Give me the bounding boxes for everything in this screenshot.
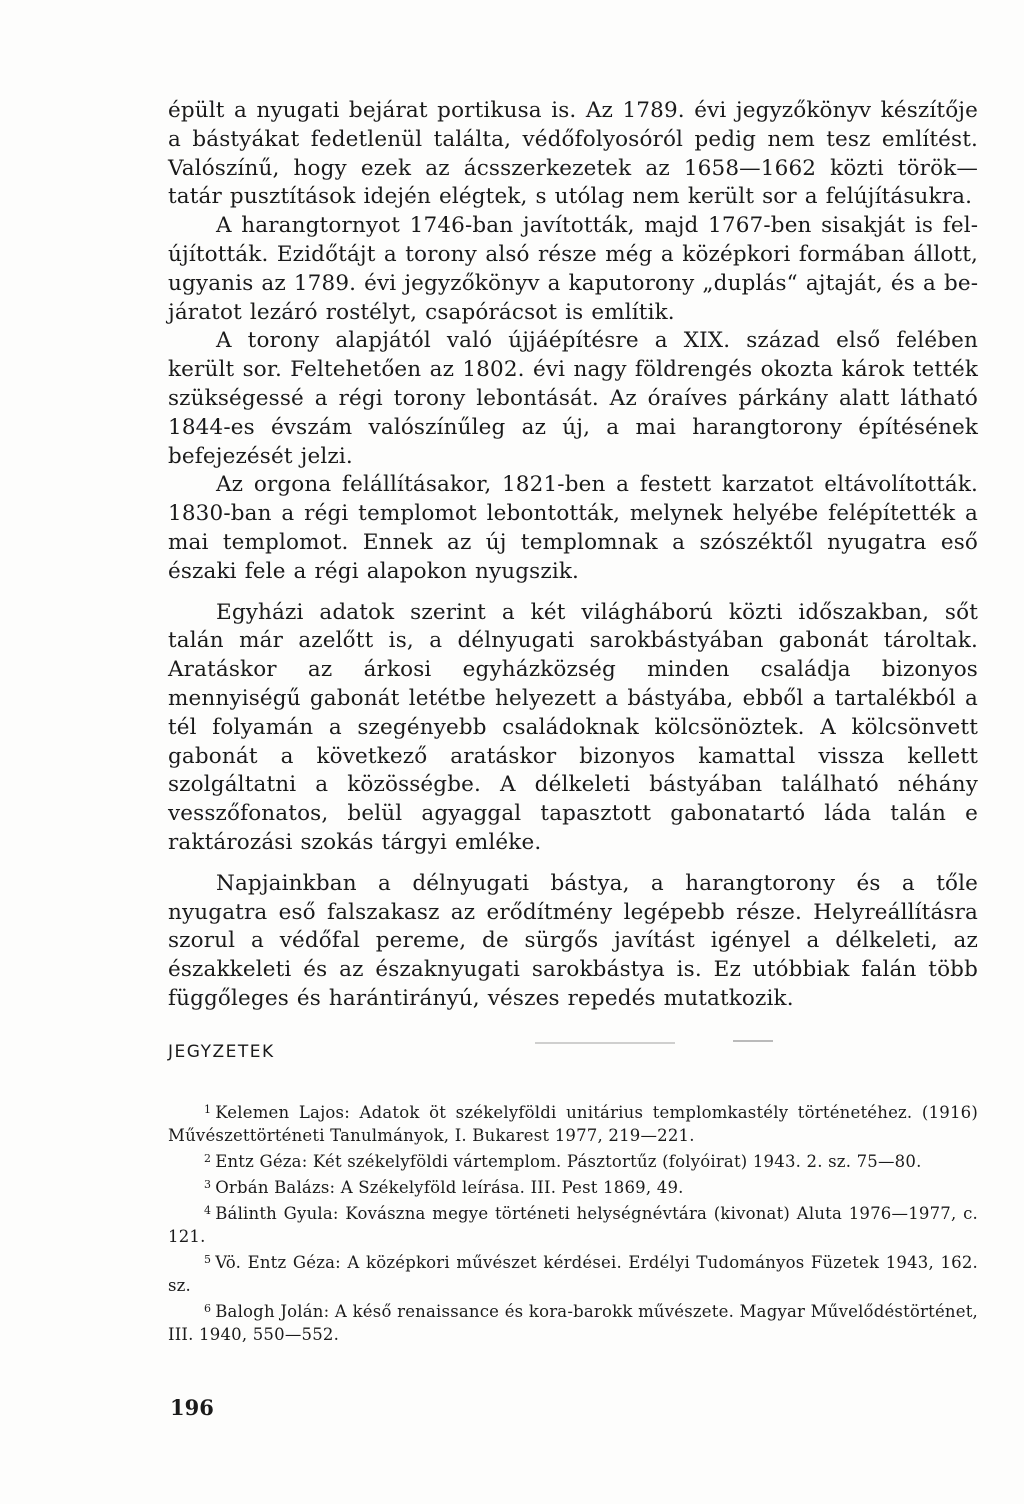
page-number: 196	[170, 1395, 214, 1420]
footnote	[168, 1098, 978, 1147]
footnote-number: 3	[204, 1178, 212, 1191]
paragraph: Napjainkban a délnyugati bástya, a harangtorony és a tőle nyugatra eső falszakasz az erődítmény legépebb része. Helyreállításra szorul a védőfal pereme, de sürgős javítást igényel a délkeleti, az északkeleti és az északnyugati sarokbástya is. Ez utóbbiak falán több függőleges és harántirányú, vészes repedés mutatkozik.	[168, 870, 978, 1011]
footnote-text: Kelemen Lajos: Adatok öt székelyföldi unitárius templomkastély történetéhez. (1916) Művészettörténeti Tanulmányok, I. Bukarest 1977, 219—221.	[168, 1103, 978, 1145]
scan-artifact	[733, 1040, 773, 1042]
paragraph: épült a nyugati bejárat portikusa is. Az 1789. évi jegyzőkönyv készítője a bástyákat fedetlenül találta, védőfolyosóról pedig nem tesz említést. Valószínű, hogy ezek az ácsszerkezetek az 1658—1662 közti török—tatár pusztítások idején elégtek, s utólag nem került sor a felújításukra.	[168, 98, 978, 210]
footnote	[168, 1248, 978, 1297]
footnote-text: Orbán Balázs: A Székelyföld leírása. III. Pest 1869, 49.	[215, 1178, 684, 1197]
footnote-text: Entz Géza: Két székelyföldi vártemplom. Pásztortűz (folyóirat) 1943. 2. sz. 75—80.	[215, 1152, 922, 1171]
footnote	[168, 1173, 978, 1199]
body-text	[168, 97, 978, 1014]
footnote-number: 4	[204, 1204, 212, 1217]
paragraph: A harangtornyot 1746-ban javították, majd 1767-ben sisakját is felújították. Ezidőtájt a torony alsó része még a középkori formában állott, ugyanis az 1789. évi jegyzőkönyv a kaputorony „duplás“ ajtaját, és a bejáratot lezáró rostélyt, csapórácsot is említik.	[168, 213, 978, 325]
scan-artifact	[535, 1042, 675, 1044]
footnote-text: Vö. Entz Géza: A középkori művészet kérdései. Erdélyi Tudományos Füzetek 1943, 162. sz.	[168, 1253, 978, 1295]
footnote-number: 6	[204, 1302, 212, 1315]
footnote-number: 5	[204, 1253, 212, 1266]
footnotes	[168, 1098, 978, 1346]
footnote	[168, 1147, 978, 1173]
footnote	[168, 1199, 978, 1248]
footnote-text: Bálinth Gyula: Kovászna megye történeti helységnévtára (kivonat) Aluta 1976—1977, c. 121.	[168, 1204, 978, 1246]
notes-heading: JEGYZETEK	[168, 1042, 275, 1062]
paragraph: A torony alapjától való újjáépítésre a XIX. század első felében került sor. Feltehetően az 1802. évi nagy földrengés okozta károk tették szükségessé a régi torony lebontását. Az óraíves párkány alatt látható 1844-es évszám valószínűleg az új, a mai harangtorony építésének befejezését jelzi.	[168, 328, 978, 469]
footnote	[168, 1297, 978, 1346]
footnote-number: 2	[204, 1152, 212, 1165]
footnote-number: 1	[204, 1103, 212, 1116]
footnote-text: Balogh Jolán: A késő renaissance és kora-barokk művészete. Magyar Művelődéstörténet, III. 1940, 550—552.	[168, 1302, 978, 1344]
paragraph: Az orgona felállításakor, 1821-ben a festett karzatot eltávolították. 1830-ban a régi templomot lebontották, melynek helyébe felépítették a mai templomot. Ennek az új templomnak a szószéktől nyugatra eső északi fele a régi alapokon nyugszik.	[168, 472, 978, 584]
paragraph: Egyházi adatok szerint a két világháború közti időszakban, sőt talán már azelőtt is, a délnyugati sarokbástyában gabonát tároltak. Aratáskor az árkosi egyházközség minden családja bizonyos mennyiségű gabonát letétbe helyezett a bástyába, ebből a tartalékból a tél folyamán a szegényebb családoknak kölcsönöztek. A kölcsönvett gabonát a következő aratáskor bizonyos kamattal vissza kellett szolgáltatni a közösségbe. A délkeleti bástyában található néhány vesszőfonatos, belül agyaggal tapasztott gabonatartó láda talán e raktározási szokás tárgyi emléke.	[168, 599, 978, 855]
